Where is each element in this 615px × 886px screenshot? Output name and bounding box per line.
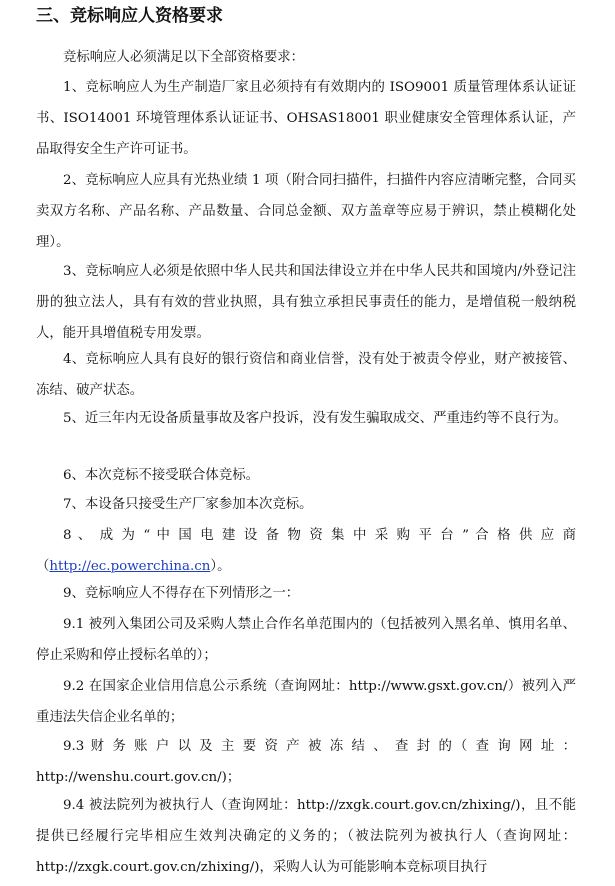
requirement-item-6: 6、本次竞标不接受联合体竞标。 <box>63 468 259 483</box>
requirement-item-1: 1、竞标响应人为生产制造厂家且必须持有有效期内的 ISO9001 质量管理体系认证证书、ISO14001 环境管理体系认证证书、OHSAS18001 职业健康安全管理体系认证，产品取得安全生产许可证书。 <box>36 80 576 158</box>
requirement-item-8 <box>36 520 576 582</box>
requirement-item-7: 7、本设备只接受生产厂家参加本次竞标。 <box>63 497 313 512</box>
requirement-item-9: 9、竞标响应人不得存在下列情形之一： <box>63 586 300 601</box>
requirement-item-2: 2、竞标响应人应具有光热业绩 1 项（附合同扫描件，扫描件内容应清晰完整，合同买卖双方名称、产品名称、产品数量、合同总金额、双方盖章等应易于辨识，禁止模糊化处理）。 <box>36 173 576 251</box>
requirement-item-3: 3、竞标响应人必须是依照中华人民共和国法律设立并在中华人民共和国境内/外登记注册的独立法人，具有有效的营业执照，具有独立承担民事责任的能力，是增值税一般纳税人，能开具增值税专用发票。 <box>36 264 576 342</box>
powerchina-link[interactable]: http://ec.powerchina.cn <box>49 559 211 575</box>
requirement-item-9-1: 9.1 被列入集团公司及采购人禁止合作名单范围内的（包括被列入黑名单、慎用名单、停止采购和停止授标名单的）； <box>36 617 576 664</box>
requirement-item-9-2: 9.2 在国家企业信用信息公示系统（查询网址：http://www.gsxt.gov.cn/）被列入严重违法失信企业名单的； <box>36 679 576 726</box>
item8-suffix: ）。 <box>210 559 231 575</box>
intro-paragraph: 竞标响应人必须满足以下全部资格要求： <box>63 50 305 65</box>
item8-text: 8 、 成 为 “ 中 国 电 建 设 备 物 资 集 中 采 购 平 台 ” 合 格 供 应 商（ <box>36 528 576 575</box>
requirement-item-9-4: 9.4 被法院列为被执行人（查询网址：http://zxgk.court.gov.cn/zhixing/)，且不能提供已经履行完毕相应生效判决确定的义务的；（被法院列为被执行人（查询网址：http://zxgk.court.gov.cn/zhixing/)，采购人认为可能影响本竞标项目执行 <box>36 798 576 876</box>
requirement-item-5: 5、近三年内无设备质量事故及客户投诉，没有发生骗取成交、严重违约等不良行为。 <box>63 411 567 426</box>
requirement-item-4: 4、竞标响应人具有良好的银行资信和商业信誉，没有处于被责令停业，财产被接管、冻结、破产状态。 <box>36 352 576 399</box>
requirement-item-9-3: 9.3 财 务 账 户 以 及 主 要 资 产 被 冻 结 、 查 封 的（ 查 询 网 址 ： http://wenshu.court.gov.cn/)； <box>36 739 576 786</box>
section-heading: 三、竞标响应人资格要求 <box>36 6 223 26</box>
